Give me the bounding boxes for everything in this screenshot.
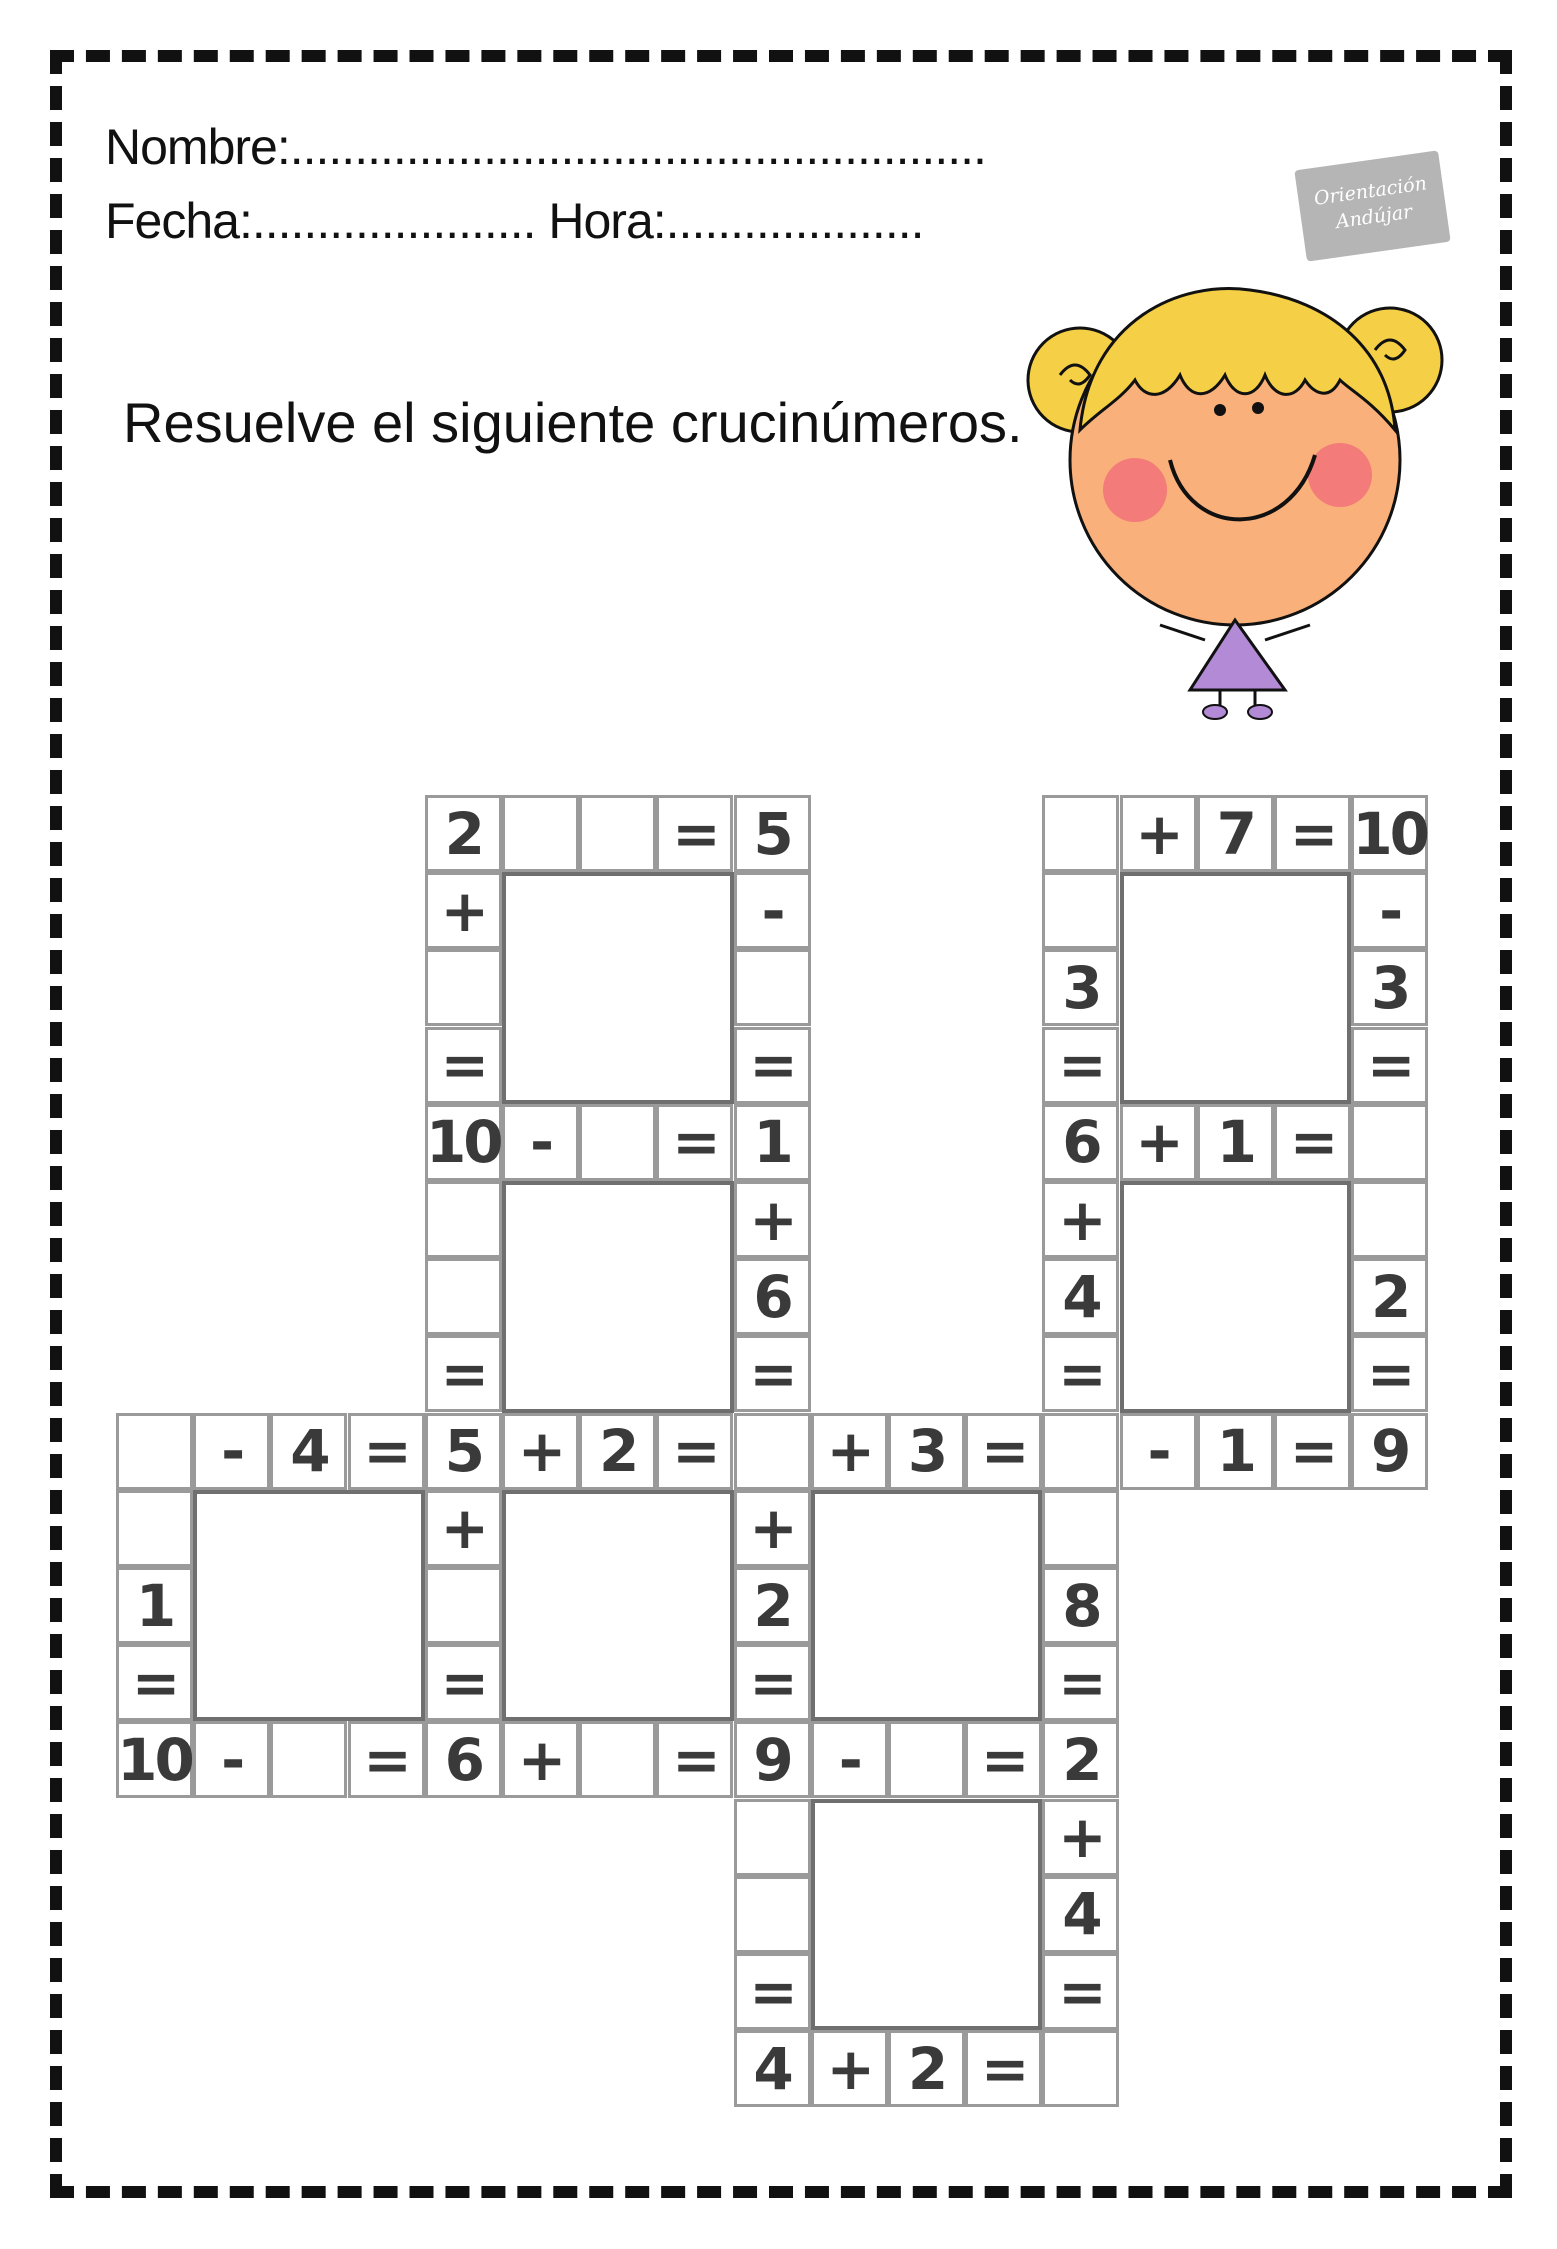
instruction-text: Resuelve el siguiente crucinúmeros. (123, 391, 1023, 454)
puzzle-cell: - (734, 872, 811, 949)
puzzle-cell: = (734, 1335, 811, 1412)
puzzle-hole-frame (502, 872, 734, 1104)
puzzle-cell: = (1351, 1335, 1428, 1412)
name-dots: ...................................................... (289, 119, 986, 175)
puzzle-cell: 1 (116, 1567, 193, 1644)
puzzle-cell: + (1042, 1799, 1119, 1876)
puzzle-cell: 2 (734, 1567, 811, 1644)
puzzle-cell: 5 (734, 795, 811, 872)
blank-answer-cell[interactable] (579, 795, 656, 872)
blank-answer-cell[interactable] (1351, 1181, 1428, 1258)
puzzle-cell: + (502, 1413, 579, 1490)
blank-answer-cell[interactable] (734, 1876, 811, 1953)
puzzle-cell: = (1351, 1027, 1428, 1104)
blank-answer-cell[interactable] (579, 1721, 656, 1798)
puzzle-cell: 4 (270, 1413, 347, 1490)
puzzle-cell: = (965, 1721, 1042, 1798)
puzzle-cell: 4 (1042, 1876, 1119, 1953)
puzzle-cell: 5 (425, 1413, 502, 1490)
puzzle-cell: = (1042, 1644, 1119, 1721)
puzzle-cell: = (425, 1644, 502, 1721)
puzzle-cell: = (348, 1413, 425, 1490)
blank-answer-cell[interactable] (1042, 795, 1119, 872)
puzzle-cell: = (425, 1335, 502, 1412)
blank-answer-cell[interactable] (1042, 1490, 1119, 1567)
puzzle-cell: - (811, 1721, 888, 1798)
time-dots: .................... (665, 193, 924, 249)
puzzle-cell: - (1351, 872, 1428, 949)
puzzle-hole-frame (1120, 1181, 1352, 1413)
blank-answer-cell[interactable] (1042, 872, 1119, 949)
puzzle-cell: + (425, 1490, 502, 1567)
blank-answer-cell[interactable] (734, 1413, 811, 1490)
puzzle-cell: = (348, 1721, 425, 1798)
puzzle-cell: = (1042, 1335, 1119, 1412)
puzzle-cell: 2 (579, 1413, 656, 1490)
puzzle-cell: + (502, 1721, 579, 1798)
logo-line-2: Andújar (1334, 200, 1414, 234)
puzzle-hole-frame (193, 1490, 425, 1722)
puzzle-cell: = (734, 1644, 811, 1721)
puzzle-cell: + (1120, 1104, 1197, 1181)
date-label: Fecha: (105, 193, 252, 249)
puzzle-cell: 9 (1351, 1413, 1428, 1490)
blank-answer-cell[interactable] (502, 795, 579, 872)
date-dots: ...................... (251, 193, 536, 249)
puzzle-cell: = (965, 2030, 1042, 2107)
puzzle-cell: - (502, 1104, 579, 1181)
puzzle-cell: 1 (1197, 1413, 1274, 1490)
puzzle-cell: + (811, 1413, 888, 1490)
puzzle-cell: = (1042, 1953, 1119, 2030)
puzzle-cell: 6 (734, 1258, 811, 1335)
puzzle-cell: 1 (1197, 1104, 1274, 1181)
puzzle-cell: 10 (1351, 795, 1428, 872)
name-label: Nombre: (105, 119, 290, 175)
puzzle-cell: 4 (734, 2030, 811, 2107)
puzzle-hole-frame (502, 1490, 734, 1722)
puzzle-cell: + (734, 1490, 811, 1567)
blank-answer-cell[interactable] (1042, 2030, 1119, 2107)
puzzle-cell: = (656, 1413, 733, 1490)
puzzle-hole-frame (1120, 872, 1352, 1104)
puzzle-cell: = (656, 795, 733, 872)
puzzle-cell: - (193, 1413, 270, 1490)
puzzle-cell: = (965, 1413, 1042, 1490)
time-label: Hora: (548, 193, 666, 249)
blank-answer-cell[interactable] (888, 1721, 965, 1798)
puzzle-cell: 6 (1042, 1104, 1119, 1181)
logo-line-1: Orientación (1312, 172, 1429, 210)
puzzle-hole-frame (811, 1799, 1043, 2031)
blank-answer-cell[interactable] (270, 1721, 347, 1798)
puzzle-cell: = (1274, 1104, 1351, 1181)
puzzle-cell: + (425, 872, 502, 949)
puzzle-cell: 3 (1351, 949, 1428, 1026)
puzzle-cell: 3 (888, 1413, 965, 1490)
blank-answer-cell[interactable] (425, 1181, 502, 1258)
puzzle-hole-frame (811, 1490, 1043, 1722)
blank-answer-cell[interactable] (1351, 1104, 1428, 1181)
puzzle-cell: 2 (1351, 1258, 1428, 1335)
blank-answer-cell[interactable] (116, 1413, 193, 1490)
puzzle-cell: = (734, 1027, 811, 1104)
puzzle-cell: + (1042, 1181, 1119, 1258)
puzzle-cell: 9 (734, 1721, 811, 1798)
blank-answer-cell[interactable] (1042, 1413, 1119, 1490)
blank-answer-cell[interactable] (734, 1799, 811, 1876)
puzzle-cell: 4 (1042, 1258, 1119, 1335)
puzzle-cell: + (1120, 795, 1197, 872)
blank-answer-cell[interactable] (425, 1258, 502, 1335)
blank-answer-cell[interactable] (734, 949, 811, 1026)
blank-answer-cell[interactable] (425, 1567, 502, 1644)
puzzle-cell: 8 (1042, 1567, 1119, 1644)
puzzle-cell: - (193, 1721, 270, 1798)
puzzle-cell: 1 (734, 1104, 811, 1181)
puzzle-cell: - (1120, 1413, 1197, 1490)
puzzle-cell: = (425, 1027, 502, 1104)
puzzle-cell: 2 (888, 2030, 965, 2107)
puzzle-cell: = (116, 1644, 193, 1721)
puzzle-cell: = (1274, 1413, 1351, 1490)
puzzle-cell: 7 (1197, 795, 1274, 872)
puzzle-cell: 10 (116, 1721, 193, 1798)
blank-answer-cell[interactable] (425, 949, 502, 1026)
puzzle-cell: 3 (1042, 949, 1119, 1026)
puzzle-cell: = (1042, 1027, 1119, 1104)
puzzle-cell: = (656, 1104, 733, 1181)
blank-answer-cell[interactable] (116, 1490, 193, 1567)
puzzle-hole-frame (502, 1181, 734, 1413)
puzzle-cell: = (1274, 795, 1351, 872)
puzzle-cell: + (811, 2030, 888, 2107)
puzzle-cell: + (734, 1181, 811, 1258)
puzzle-cell: 2 (1042, 1721, 1119, 1798)
puzzle-cell: 10 (425, 1104, 502, 1181)
puzzle-cell: 2 (425, 795, 502, 872)
puzzle-cell: 6 (425, 1721, 502, 1798)
blank-answer-cell[interactable] (579, 1104, 656, 1181)
puzzle-cell: = (734, 1953, 811, 2030)
puzzle-cell: = (656, 1721, 733, 1798)
